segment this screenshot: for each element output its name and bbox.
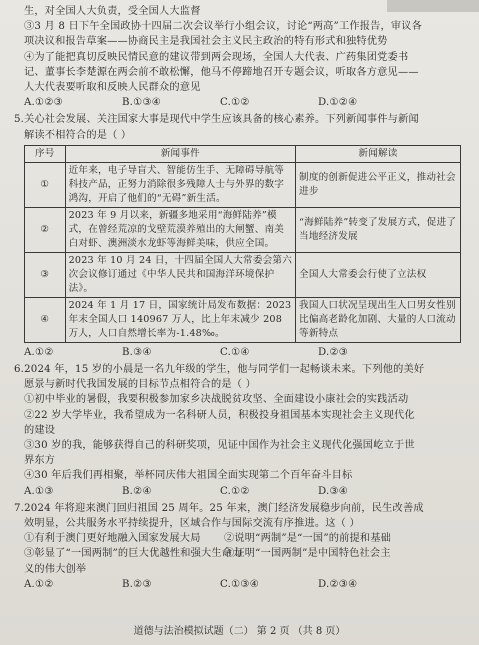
q5-option-c[interactable]: C.①④ (220, 346, 250, 358)
news-table (24, 145, 461, 343)
q4-option-a[interactable]: A.①②③ (24, 97, 63, 109)
row-interpretation: 全国人大常委会行使了立法权 (296, 252, 461, 297)
q5-option-b[interactable]: B.③④ (122, 346, 152, 358)
q5-option-d[interactable]: D.②③ (318, 346, 349, 358)
q6-item-line: ④30 年后我们再相聚，举杯同庆伟大祖国全面实现第二个百年奋斗目标 (24, 470, 353, 482)
q7-option-d[interactable]: D.②③④ (318, 578, 358, 590)
q6-option-a[interactable]: A.①③ (24, 485, 54, 497)
q6-option-b[interactable]: B.②④ (122, 485, 152, 497)
q6-options (14, 484, 466, 499)
q5-options (14, 345, 466, 360)
q6-item-line: 界东方 (24, 455, 56, 467)
q7-item-line: 义的伟大创举 (24, 563, 87, 575)
news-table-header (25, 145, 461, 162)
page-content (14, 4, 466, 592)
q4-option-d[interactable]: D.①②④ (318, 97, 358, 109)
q7-item-2: ②说明“两制”是“一国”的前提和基础 (224, 533, 392, 545)
q4-option-c[interactable]: C.①② (220, 97, 250, 109)
q7-item-4: ④证明“一国两制”是中国特色社会主 (224, 548, 391, 560)
q4-text-line: 人大代表要听取和反映人民群众的意见 (24, 82, 201, 94)
row-interpretation: “海鲜陆养”转变了发展方式，促进了当地经济发展 (296, 207, 461, 252)
row-event: 近年来，电子导盲犬、智能仿生手、无障碍导航等科技产品，正努力消除很多残障人士与外界的数字鸿沟，开启了他们的“无碍”新生活。 (65, 162, 295, 207)
q6-item-line: ①初中毕业的暑假，我要积极参加家乡决战脱贫攻坚、全面建设小康社会的实践活动 (24, 394, 409, 406)
q7-item-3: ③彰显了“一国两制”的巨大优越性和强大生命力 (24, 548, 243, 560)
q7-stem-line: 7.2024 年将迎来澳门回归祖国 25 周年。25 年来，澳门经济发展稳步向前，民生改善成 (14, 502, 424, 514)
q5-option-a[interactable]: A.①② (24, 346, 54, 358)
header-interpretation: 新闻解读 (296, 145, 461, 162)
q7-option-c[interactable]: C.①③④ (220, 578, 260, 590)
q7-stem-line: 效明显，公共服务水平持续提升，区域合作与国际交流有序推进。这（ ） (24, 518, 360, 530)
row-number: ④ (25, 297, 66, 342)
q7-option-a[interactable]: A.①② (24, 578, 54, 590)
header-number: 序号 (25, 145, 66, 162)
q4-options (14, 95, 466, 110)
row-number: ③ (25, 252, 66, 297)
q6-option-d[interactable]: D.③④ (318, 485, 349, 497)
q7-item-row (14, 531, 466, 546)
row-interpretation: 制度的创新促进公平正义，推动社会进步 (296, 162, 461, 207)
q6-item-line: ③30 岁的我，能够获得自己的科研奖项，见证中国作为社会主义现代化强国屹立于世 (24, 440, 415, 452)
q6-item-line: ②22 岁大学毕业，我希望成为一名科研人员，积极投身祖国基本实现社会主义现代化 (24, 409, 415, 421)
row-event: 2023 年 9 月以来，新疆多地采用“海鲜陆养”模式，在曾经荒凉的戈壁荒漠养殖出的大闸蟹、南美白对虾、澳洲淡水龙虾等海鲜美味，供应全国。 (65, 207, 295, 252)
q4-option-b[interactable]: B.①③④ (122, 97, 162, 109)
q4-text-line: ③3 月 8 日下午全国政协十四届二次会议举行小组会议，讨论“两高”工作报告，审议各 (24, 21, 423, 33)
q7-options (14, 577, 466, 592)
q4-text-line: 项决议和报告草案——协商民主是我国社会主义民主政治的特有形式和独特优势 (24, 36, 388, 48)
table-row (25, 207, 461, 252)
q6-stem-line: 愿景与新时代我国发展的目标节点相符合的是（ ） (24, 379, 256, 391)
table-row (25, 252, 461, 297)
q4-text-line: 生，对全国人大负责，受全国人大监督 (24, 6, 201, 17)
row-event: 2023 年 10 月 24 日，十四届全国人大常委会第六次会议修订通过《中华人民共和国海洋环境保护法》。 (65, 252, 295, 297)
q6-item-line: 的建设 (24, 424, 56, 436)
q7-option-b[interactable]: B.②③ (122, 578, 152, 590)
q7-item-1: ①有利于澳门更好地融入国家发展大局 (24, 533, 201, 545)
q4-text-line: 记、董事长李楚源在两会前不敢松懈，他马不停蹄地召开专题会议，听取各方意见—— (24, 66, 419, 78)
table-row (25, 297, 461, 342)
table-row (25, 162, 461, 207)
q5-stem-line: 解读不相符合的是（ ） (24, 129, 132, 141)
row-event: 2024 年 1 月 17 日，国家统计局发布数据：2023 年末全国人口 140967 万人，比上年末减少 208 万人，人口自然增长率为-1.48‰。 (65, 297, 295, 342)
row-number: ① (25, 162, 66, 207)
q7-item-row (14, 546, 466, 561)
row-number: ② (25, 207, 66, 252)
header-event: 新闻事件 (65, 145, 295, 162)
page-footer: 道德与法治模拟试题（二） 第 2 页 （共 8 页） (133, 626, 346, 637)
q6-option-c[interactable]: C.①② (220, 485, 250, 497)
q4-text-line: ④为了能把真切反映民情民意的建议带到两会现场，全国人大代表、广药集团党委书 (24, 51, 409, 63)
q6-stem-line: 6.2024 年，15 岁的小晨是一名九年级的学生，他与同学们一起畅谈未来。下列他的美好 (14, 364, 425, 376)
q5-stem-line: 5.关心社会发展、关注国家大事是现代中学生应该具备的核心素养。下列新闻事件与新闻 (14, 114, 419, 126)
row-interpretation: 我国人口状况呈现出生人口男女性别比偏高老龄化加剧、大量的人口流动等新特点 (296, 297, 461, 342)
